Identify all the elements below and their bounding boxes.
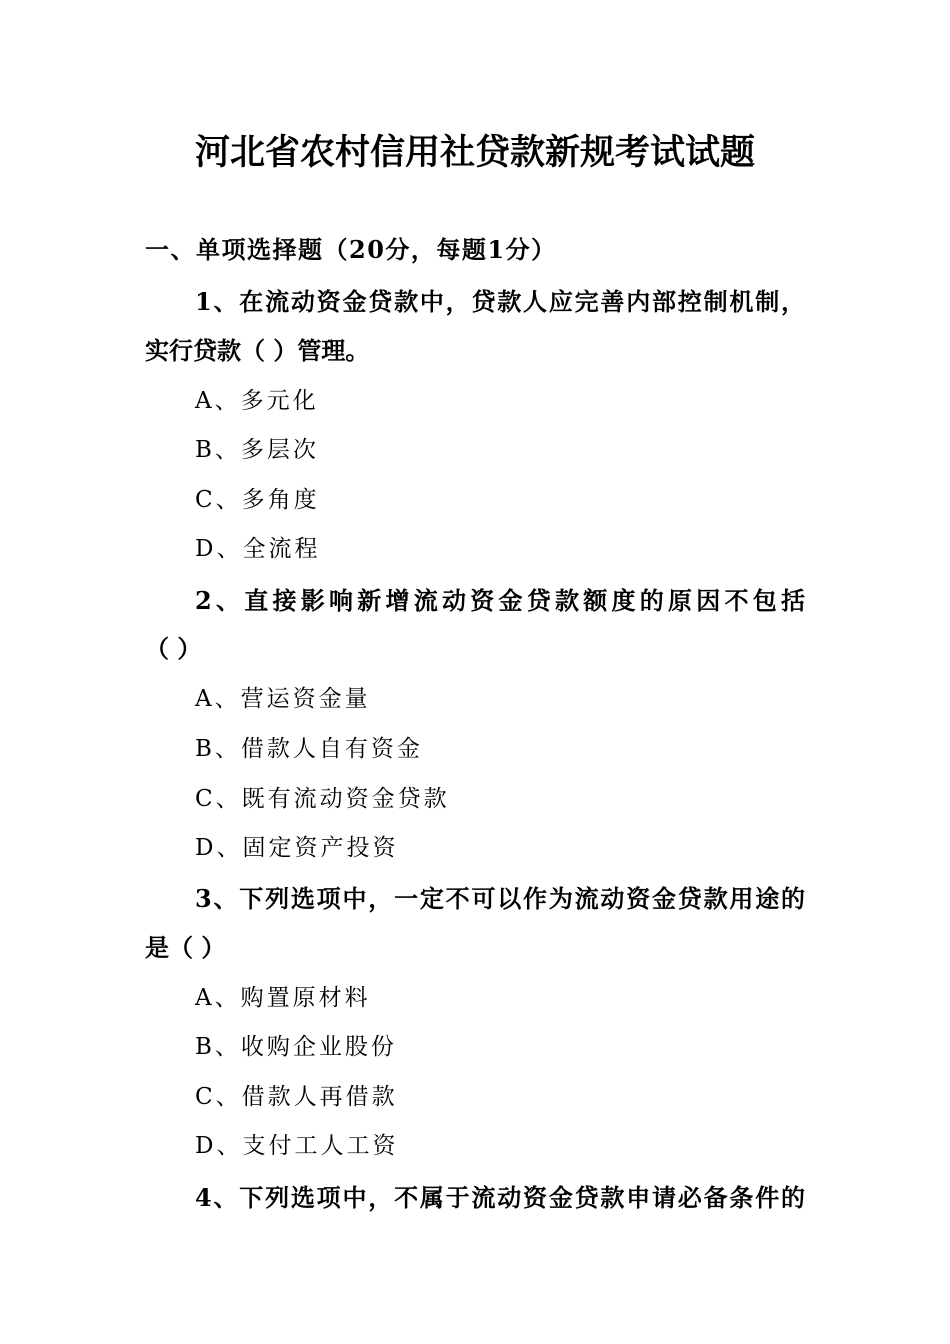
question-1-option-b: B、多层次 xyxy=(195,437,319,463)
question-2-option-d: D、固定资产投资 xyxy=(195,835,399,861)
question-2-option-b: B、借款人自有资金 xyxy=(195,736,423,762)
question-3-option-d: D、支付工人工资 xyxy=(195,1133,399,1159)
question-2-option-c: C、既有流动资金贷款 xyxy=(195,786,450,812)
section-heading: 一、单项选择题（20分，每题1分） xyxy=(145,235,557,264)
question-2-text-continued: （ ） xyxy=(145,634,202,663)
question-2-text: 2、直接影响新增流动资金贷款额度的原因不包括 xyxy=(195,586,805,615)
question-3-option-c: C、借款人再借款 xyxy=(195,1084,398,1110)
question-1-text: 1、在流动资金贷款中，贷款人应完善内部控制机制， xyxy=(195,287,805,316)
question-3-text: 3、下列选项中，一定不可以作为流动资金贷款用途的 xyxy=(195,884,805,913)
question-3-text-continued: 是（ ） xyxy=(145,933,226,962)
question-1-option-d: D、全流程 xyxy=(195,536,321,562)
question-2-option-a: A、营运资金量 xyxy=(195,686,371,712)
question-1-option-a: A、多元化 xyxy=(195,388,319,414)
question-1-option-c: C、多角度 xyxy=(195,487,320,513)
question-3-option-b: B、收购企业股份 xyxy=(195,1034,397,1060)
question-1-text-continued: 实行贷款（ ）管理。 xyxy=(145,336,370,365)
question-4-text: 4、下列选项中，不属于流动资金贷款申请必备条件的 xyxy=(195,1183,805,1212)
question-3-option-a: A、购置原材料 xyxy=(195,985,371,1011)
document-title: 河北省农村信用社贷款新规考试试题 xyxy=(194,133,755,173)
